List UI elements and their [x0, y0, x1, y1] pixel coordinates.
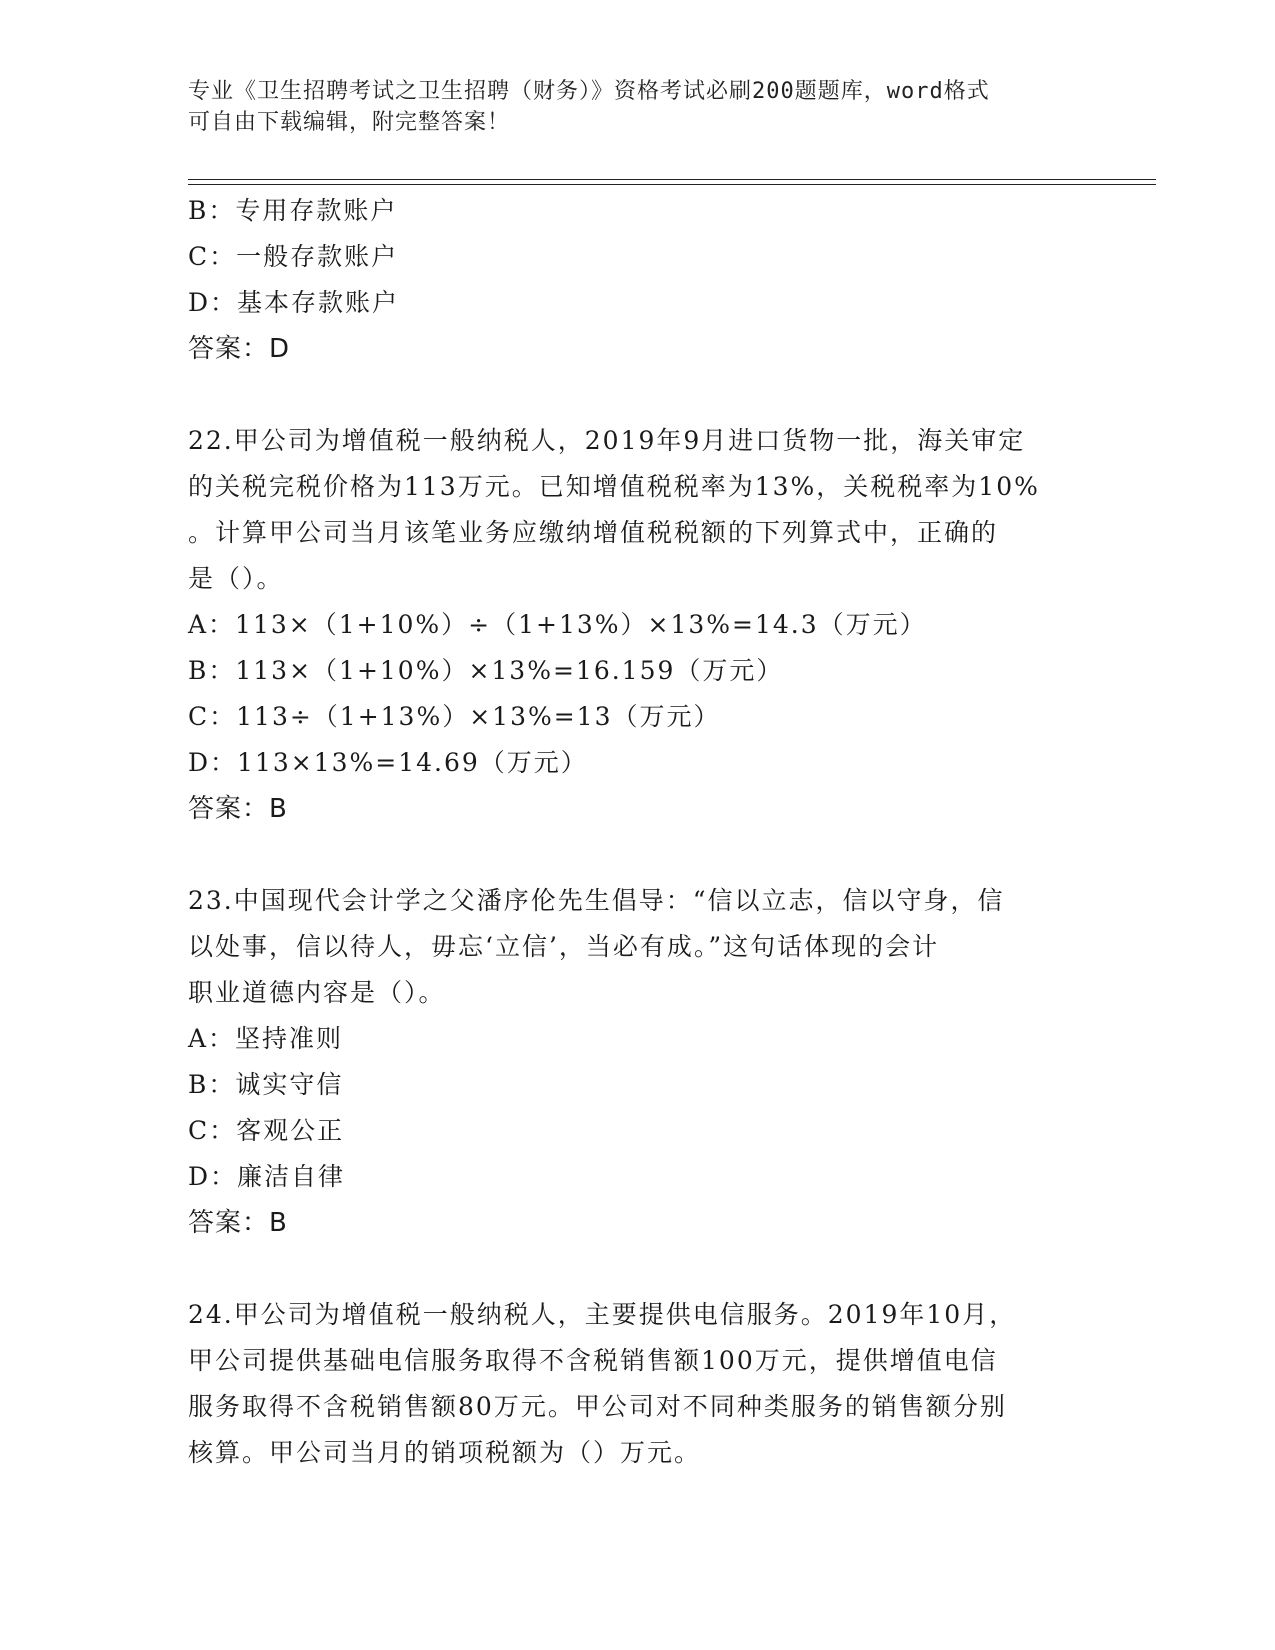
- answer: 答案：D: [188, 334, 291, 364]
- option-b: B：专用存款账户: [188, 196, 398, 225]
- question-stem-line: 的关税完税价格为113万元。已知增值税税率为13%，关税税率为10%: [188, 472, 1040, 501]
- question-gap: [188, 1246, 1088, 1292]
- option-b: B：诚实守信: [188, 1070, 344, 1099]
- question-stem-line: 24.甲公司为增值税一般纳税人，主要提供电信服务。2019年10月，: [188, 1300, 1017, 1329]
- question-stem-line: 核算。甲公司当月的销项税额为（）万元。: [188, 1438, 702, 1467]
- page-header: [188, 76, 1088, 138]
- question-24: [188, 1292, 1088, 1476]
- answer: 答案：B: [188, 1208, 288, 1238]
- option-c: C：一般存款账户: [188, 242, 399, 271]
- option-c: C：113÷（1+13%）×13%=13（万元）: [188, 702, 721, 731]
- option-c: C：客观公正: [188, 1116, 345, 1145]
- question-gap: [188, 832, 1088, 878]
- answer: 答案：B: [188, 794, 288, 824]
- document-body: [188, 188, 1088, 1476]
- question-stem-line: 22.甲公司为增值税一般纳税人，2019年9月进口货物一批，海关审定: [188, 426, 1026, 455]
- option-d: D：113×13%=14.69（万元）: [188, 748, 588, 777]
- header-rule-top: [188, 179, 1156, 180]
- question-stem-line: 甲公司提供基础电信服务取得不含税销售额100万元，提供增值电信: [188, 1346, 998, 1375]
- header-line-1: 专业《卫生招聘考试之卫生招聘（财务）》资格考试必刷200题题库，word格式: [188, 79, 990, 104]
- question-gap: [188, 372, 1088, 418]
- question-stem-line: 23.中国现代会计学之父潘序伦先生倡导：“信以立志，信以守身，信: [188, 886, 1005, 915]
- option-d: D：基本存款账户: [188, 288, 400, 317]
- question-stem-line: 以处事，信以待人，毋忘‘立信’，当必有成。”这句话体现的会计: [188, 932, 940, 961]
- option-b: B：113×（1+10%）×13%=16.159（万元）: [188, 656, 784, 685]
- option-a: A：113×（1+10%）÷（1+13%）×13%=14.3（万元）: [188, 610, 927, 639]
- question-stem-line: 职业道德内容是（）。: [188, 978, 446, 1007]
- header-line-2: 可自由下载编辑，附完整答案！: [188, 110, 511, 135]
- question-stem-line: 。计算甲公司当月该笔业务应缴纳增值税税额的下列算式中，正确的: [188, 518, 999, 547]
- question-stem-line: 服务取得不含税销售额80万元。甲公司对不同种类服务的销售额分别: [188, 1392, 1007, 1421]
- option-d: D：廉洁自律: [188, 1162, 346, 1191]
- question-21-tail: [188, 188, 1088, 372]
- question-23: [188, 878, 1088, 1246]
- question-stem-line: 是（）。: [188, 564, 284, 593]
- header-rule-bottom: [188, 184, 1156, 185]
- question-22: [188, 418, 1088, 832]
- option-a: A：坚持准则: [188, 1024, 344, 1053]
